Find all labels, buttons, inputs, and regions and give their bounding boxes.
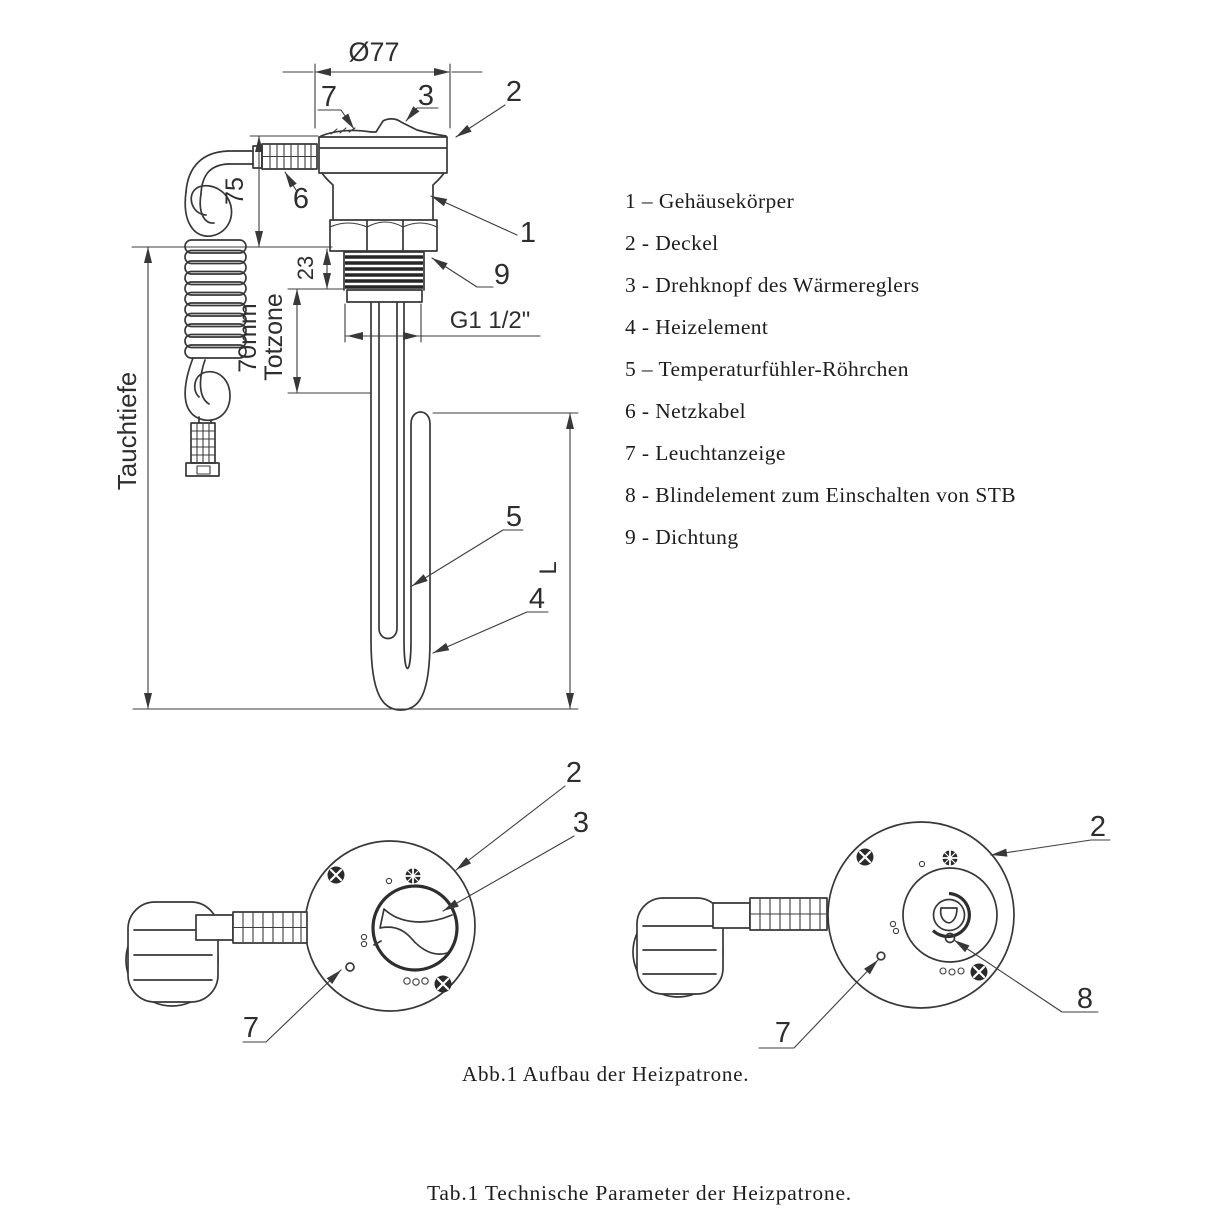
dim-totzone-label: Totzone	[260, 293, 288, 381]
table-caption: Tab.1 Technische Parameter der Heizpatrone.	[427, 1181, 852, 1205]
plug-and-cable-right	[633, 898, 827, 997]
callout-lid-main	[456, 76, 522, 137]
heating-tubes	[371, 302, 430, 710]
screw-icon	[435, 976, 452, 993]
indicator-lamp	[346, 963, 354, 971]
dial-mark-double	[890, 921, 898, 933]
callout-housing-main	[431, 196, 536, 249]
legend-item-7: 7 - Leuchtanzeige	[625, 441, 786, 465]
screw-icon	[328, 867, 345, 884]
housing-body	[322, 173, 444, 219]
legend-item-5: 5 – Temperaturfühler-Röhrchen	[625, 357, 909, 381]
dial-mark-triple	[404, 978, 428, 985]
callout-9: 9	[493, 259, 511, 291]
dimension-totzone	[234, 289, 371, 393]
dimension-length	[133, 413, 578, 709]
dial-mark-double	[361, 934, 366, 946]
legend-item-8: 8 - Blindelement zum Einschalten von STB	[625, 483, 1016, 507]
callout-sensor-main	[412, 501, 523, 586]
figure-caption: Abb.1 Aufbau der Heizpatrone.	[462, 1062, 750, 1086]
knob-recess	[903, 868, 997, 962]
callout-8: 8	[1076, 983, 1094, 1015]
dial-mark-triple	[940, 968, 964, 975]
legend	[625, 180, 1016, 558]
callout-2: 2	[1089, 811, 1107, 843]
dimension-diameter	[283, 37, 482, 128]
callout-7: 7	[242, 1012, 260, 1044]
callout-lid-plainview	[991, 811, 1110, 855]
thread-and-seal	[344, 252, 424, 302]
callout-6: 6	[292, 183, 310, 215]
callout-indicator-main	[318, 81, 354, 129]
callout-2: 2	[505, 76, 523, 108]
legend-item-2: 2 - Deckel	[625, 231, 719, 255]
hex-nut	[330, 220, 437, 251]
bottom-view-with-knob	[126, 757, 589, 1044]
dim-diameter-label: Ø77	[348, 37, 400, 67]
callout-4: 4	[528, 583, 546, 615]
main-side-view	[112, 37, 578, 710]
dial-mark	[386, 878, 391, 883]
mains-plug	[186, 423, 219, 476]
callout-1: 1	[519, 217, 537, 249]
legend-item-9: 9 - Dichtung	[625, 525, 739, 549]
cable-gland	[228, 144, 317, 169]
screw-icon	[857, 849, 874, 866]
callout-knob-knobview	[443, 807, 589, 911]
legend-item-6: 6 - Netzkabel	[625, 399, 747, 423]
callout-cable-main	[285, 172, 309, 215]
dim-23-label: 23	[293, 255, 318, 281]
indicator-lamp	[877, 952, 885, 960]
legend-item-3: 3 - Drehknopf des Wärmereglers	[625, 273, 920, 297]
frost-protection-icon	[405, 868, 421, 884]
screw-icon	[971, 964, 988, 981]
callout-5: 5	[505, 501, 523, 533]
dimension-23	[293, 249, 327, 289]
dim-75-label: 75	[221, 177, 249, 205]
callout-seal-main	[432, 258, 510, 291]
dim-tauchtiefe-label: Tauchtiefe	[112, 371, 142, 491]
legend-item-1: 1 – Gehäusekörper	[625, 189, 795, 213]
callout-lid-knobview	[456, 757, 582, 870]
callout-2: 2	[565, 757, 583, 789]
callout-heater-main	[433, 583, 548, 653]
callout-knob-main	[406, 80, 438, 121]
dim-totzone-value: 70mm	[234, 303, 262, 373]
callout-3: 3	[417, 80, 435, 112]
dim-length-label: L	[535, 561, 562, 575]
dial-mark	[919, 861, 924, 866]
callout-7: 7	[320, 81, 338, 113]
thermostat-shaft	[941, 908, 957, 923]
frost-protection-icon	[942, 850, 958, 866]
cover-outline	[828, 822, 1014, 1008]
thermostat-cap	[319, 119, 447, 173]
rotary-knob	[373, 886, 457, 970]
dim-thread-label: G1 1/2"	[449, 307, 531, 334]
callout-indicator-plainview	[759, 960, 878, 1049]
bottom-view-without-knob	[633, 811, 1110, 1049]
callout-7: 7	[774, 1017, 792, 1049]
plug-and-cable-left	[126, 902, 307, 1006]
callout-3: 3	[572, 807, 590, 839]
legend-item-4: 4 - Heizelement	[625, 315, 769, 339]
dimension-thread-size	[345, 304, 540, 342]
